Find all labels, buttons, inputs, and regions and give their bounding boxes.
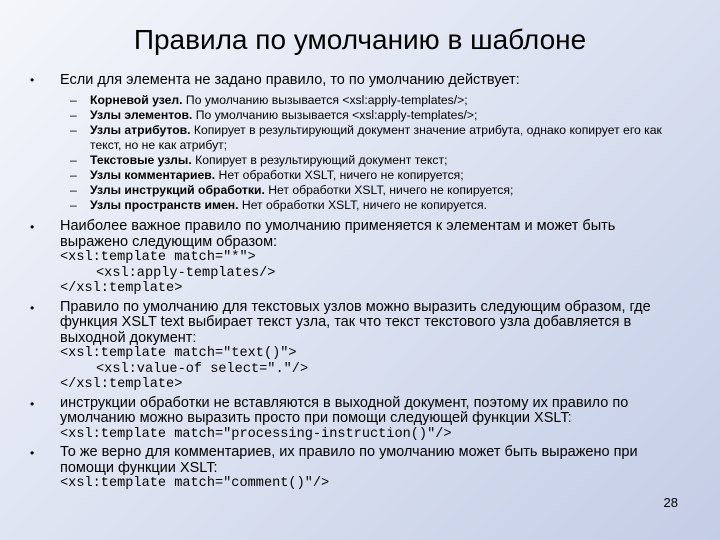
bullet-text: Если для элемента не задано правило, то по умолчанию действует:: [60, 72, 520, 88]
item-term: Корневой узел.: [90, 93, 183, 107]
code-line: </xsl:template>: [60, 281, 183, 296]
bullet-text: Наиболее важное правило по умолчанию применяется к элементам и может быть выражено следующим образом:: [60, 218, 616, 250]
list-item: [70, 153, 686, 168]
bullet-element-rule: [26, 219, 686, 297]
code-line: </xsl:template>: [60, 377, 183, 392]
page-number: 28: [663, 495, 678, 510]
item-text: Нет обработки XSLT, ничего не копируется;: [215, 168, 464, 182]
list-item: [70, 123, 686, 153]
bullet-processing-instruction-rule: [26, 396, 686, 443]
code-line: <xsl:template match="text()">: [60, 346, 297, 361]
item-term: Узлы инструкций обработки.: [90, 183, 265, 197]
code-line: <xsl:template match="*">: [60, 250, 256, 265]
node-rules-list: [70, 93, 686, 213]
item-text: Копирует в результирующий документ текст;: [191, 153, 448, 167]
bullet-default-rules: [26, 72, 686, 213]
item-term: Узлы атрибутов.: [90, 123, 191, 137]
dash-marker: –: [70, 123, 77, 137]
bullet-marker: •: [30, 446, 35, 460]
list-item: [70, 198, 686, 213]
list-item: [70, 93, 686, 108]
slide-content: [26, 72, 686, 492]
bullet-marker: •: [30, 396, 35, 411]
item-text: Копирует в результирующий документ значение атрибута, однако копирует его как текст, но не как атрибут;: [90, 123, 662, 152]
code-line: <xsl:apply-templates/>: [96, 265, 276, 281]
dash-marker: –: [70, 153, 77, 167]
dash-marker: –: [70, 183, 77, 197]
code-line: <xsl:template match="comment()"/>: [60, 476, 330, 491]
item-term: Узлы элементов.: [90, 108, 193, 122]
list-item: [70, 183, 686, 198]
code-line: <xsl:template match="processing-instruction()"/>: [60, 426, 452, 442]
item-text: Нет обработки XSLT, ничего не копируется;: [264, 183, 514, 197]
bullet-marker: •: [30, 220, 35, 234]
list-item: [70, 168, 686, 183]
bullet-text-rule: [26, 300, 686, 393]
bullet-comment-rule: [26, 445, 686, 492]
slide-title: Правила по умолчанию в шаблоне: [133, 24, 587, 55]
item-term: Текстовые узлы.: [90, 153, 192, 167]
item-term: Узлы пространств имен.: [90, 198, 239, 212]
list-item: [70, 108, 686, 123]
dash-marker: –: [70, 93, 77, 107]
item-term: Узлы комментариев.: [90, 168, 216, 182]
dash-marker: –: [70, 198, 77, 212]
item-text: По умолчанию вызывается <xsl:apply-templates/>;: [192, 108, 478, 122]
item-text: По умолчанию вызывается <xsl:apply-templates/>;: [182, 93, 468, 107]
item-text: Нет обработки XSLT, ничего не копируется.: [238, 198, 487, 212]
bullet-text: инструкции обработки не вставляются в выходной документ, поэтому их правило по умолчанию можно выразить просто при помощи следующей функции XSLT:: [60, 394, 629, 426]
bullet-text: Правило по умолчанию для текстовых узлов можно выразить следующим образом, где функция XSLT text выбирает текст узла, так что текст текстового узла добавляется в выходной документ:: [60, 298, 651, 346]
bullet-marker: •: [30, 300, 35, 315]
bullet-marker: •: [30, 73, 35, 87]
dash-marker: –: [70, 108, 77, 122]
dash-marker: –: [70, 168, 77, 182]
code-line: <xsl:value-of select="."/>: [96, 361, 309, 377]
bullet-text: То же верно для комментариев, их правило по умолчанию может быть выражено при помощи функции XSLT:: [60, 444, 638, 476]
